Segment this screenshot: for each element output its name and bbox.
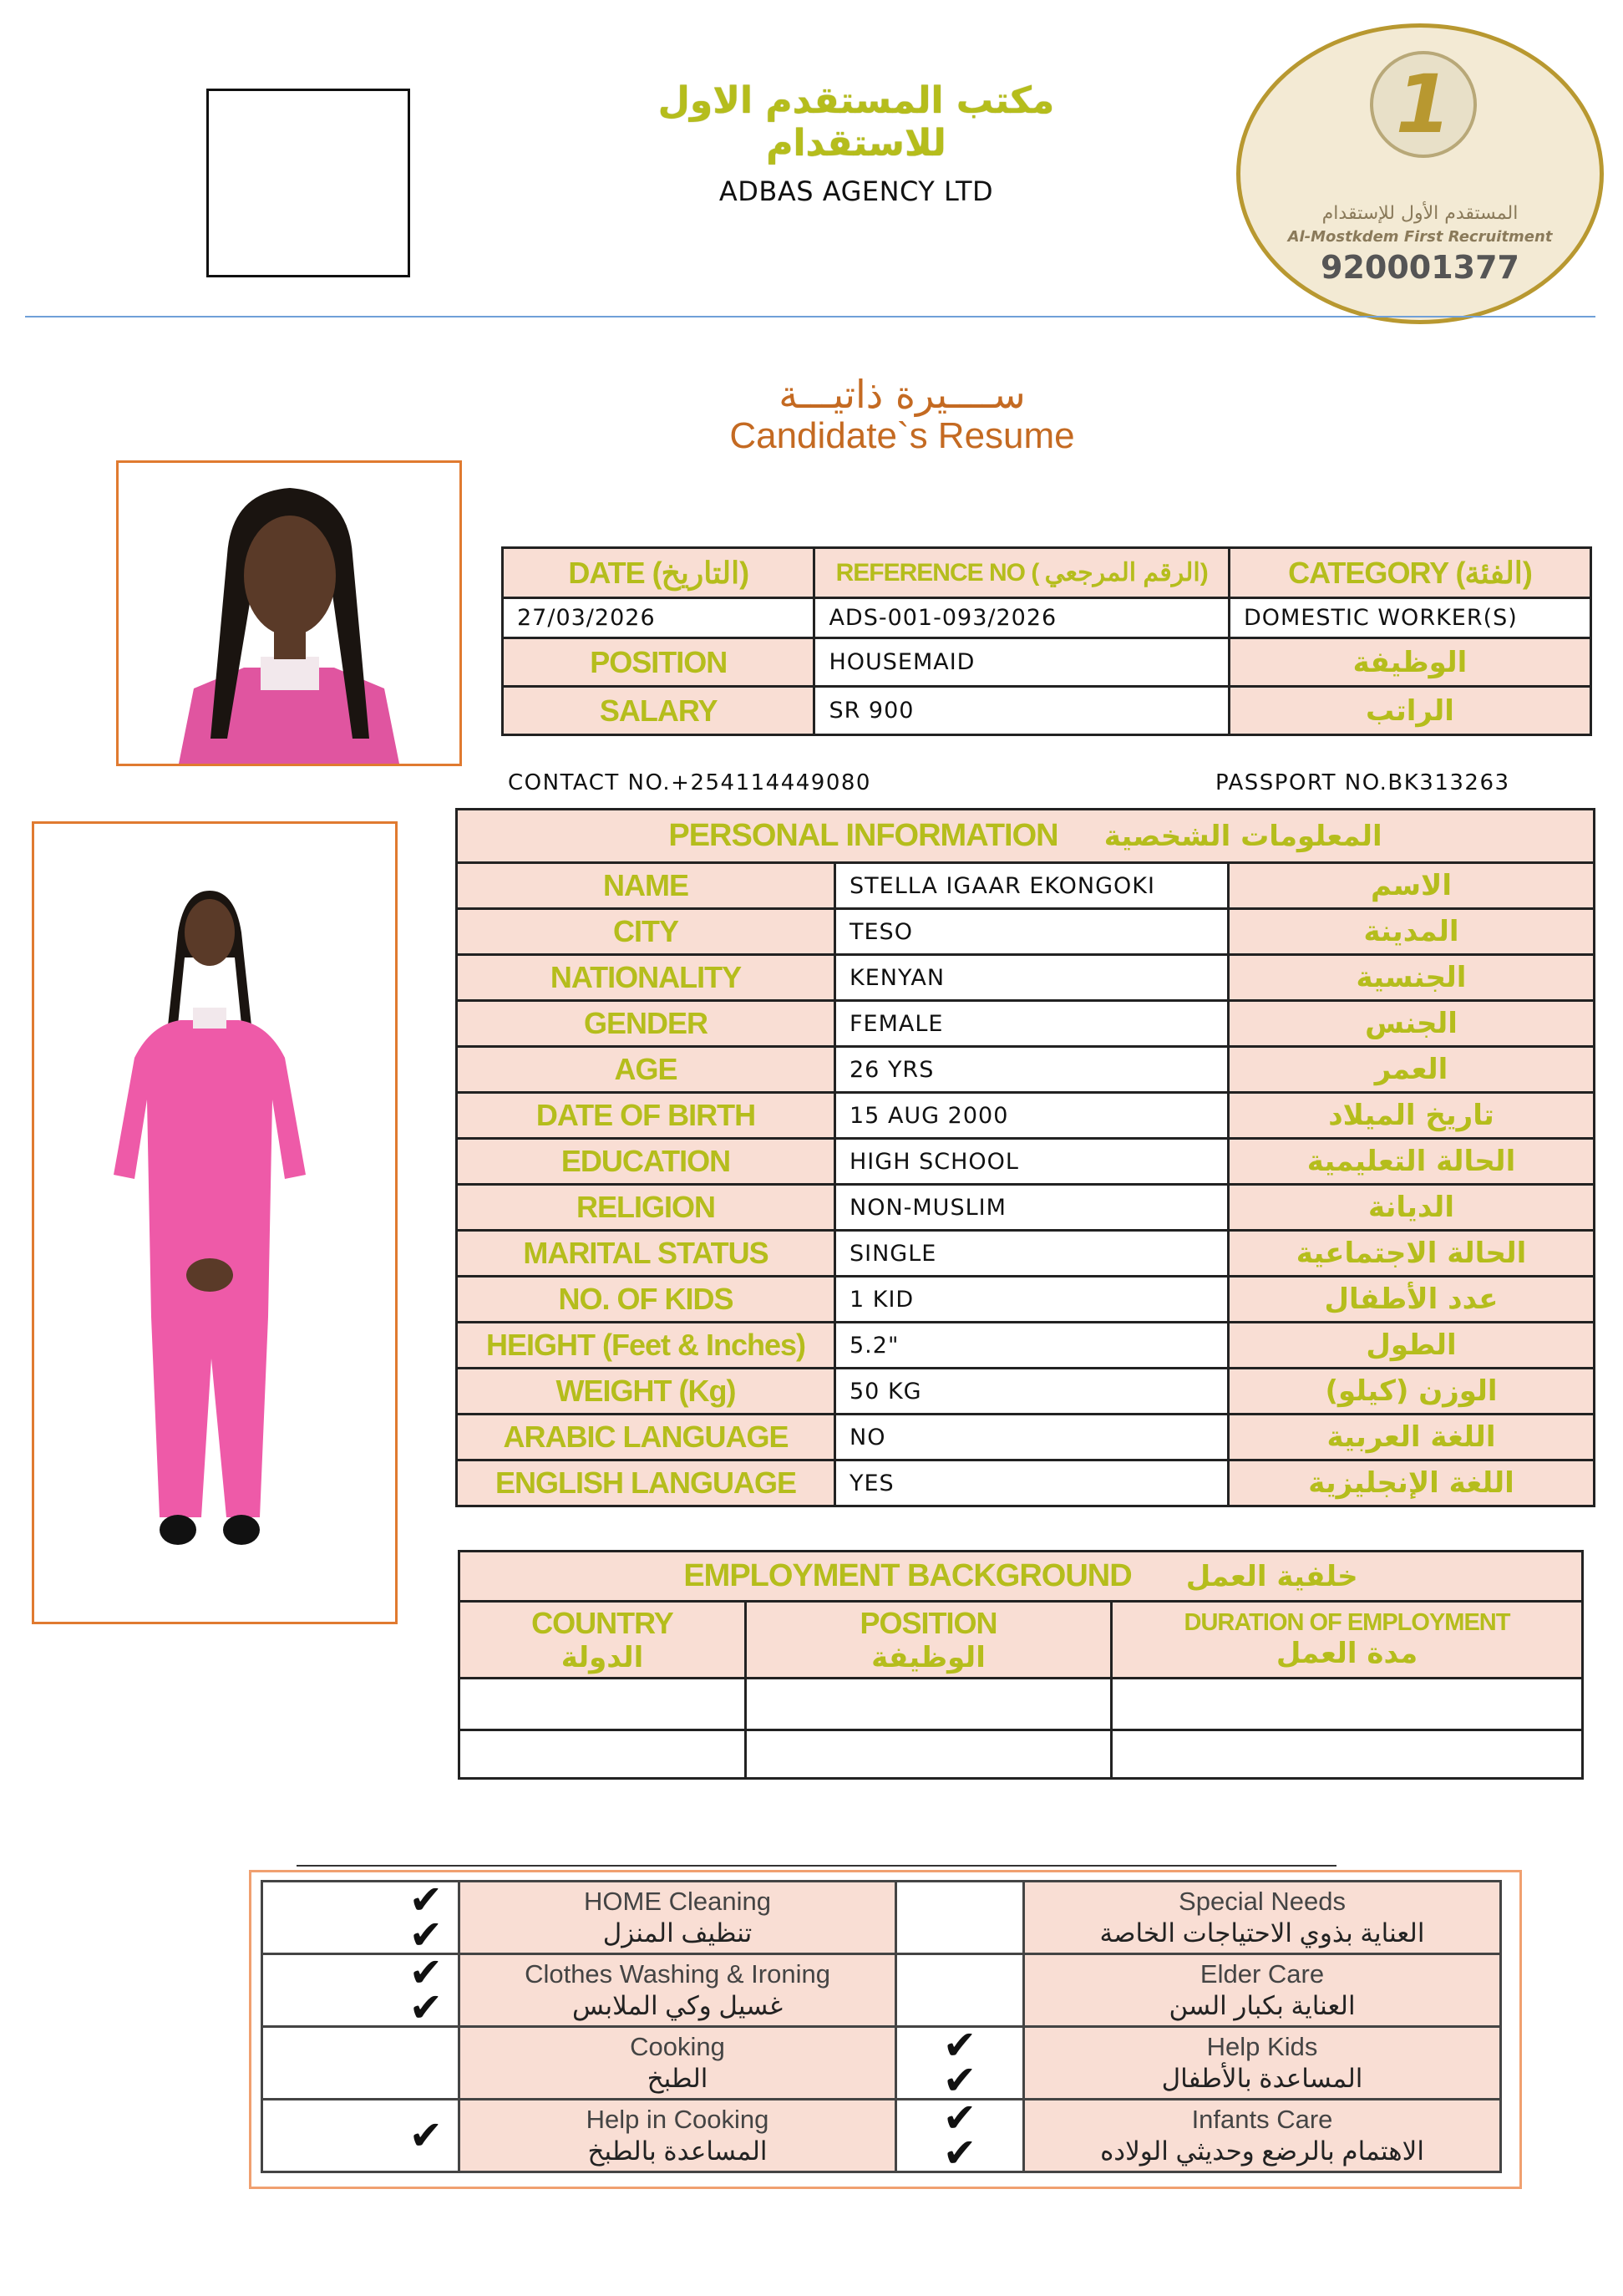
agency-logo [1236, 23, 1604, 324]
category-value: DOMESTIC WORKER(S) [1229, 598, 1590, 638]
field-label: DATE OF BIRTH [457, 1093, 835, 1139]
skill-checkmark [896, 1882, 1024, 1954]
personal-info-row [457, 1460, 1595, 1506]
skill-label [1024, 1882, 1501, 1954]
field-label: CITY [457, 909, 835, 955]
field-value: NON-MUSLIM [835, 1185, 1229, 1231]
skill-label-ar: المساعدة بالأطفال [1161, 2064, 1363, 2093]
field-label: AGE [457, 1047, 835, 1093]
field-label: MARITAL STATUS [457, 1231, 835, 1277]
skill-checkmark: ✔ ✔ [896, 2027, 1024, 2100]
employment-title-ar: خلفية العمل [1185, 1560, 1358, 1593]
skill-label-en: Help Kids [1206, 2032, 1318, 2061]
full-body-photo-frame [32, 821, 398, 1624]
contact-number: CONTACT NO.+254114449080 [508, 770, 871, 795]
empty-cell [1112, 1679, 1583, 1730]
title-ar: ســــيرة ذاتيـــة [779, 372, 1026, 417]
skill-label-ar: المساعدة بالطبخ [587, 2136, 768, 2166]
field-label-ar: الوزن (كيلو) [1229, 1369, 1595, 1415]
skill-label [1024, 2100, 1501, 2172]
passport-number: PASSPORT NO.BK313263 [1215, 770, 1510, 795]
field-value: TESO [835, 909, 1229, 955]
personal-info-table [455, 808, 1595, 1507]
col-duration: DURATION OF EMPLOYMENT [1184, 1609, 1510, 1636]
field-label: NATIONALITY [457, 955, 835, 1001]
empty-cell [1112, 1730, 1583, 1779]
personal-info-row [457, 955, 1595, 1001]
field-label-ar: عدد الأطفال [1229, 1277, 1595, 1323]
field-value: FEMALE [835, 1001, 1229, 1047]
skill-checkmark: ✔ [262, 2100, 459, 2172]
agency-name: ADBAS AGENCY LTD [718, 175, 994, 207]
field-label: ARABIC LANGUAGE [457, 1415, 835, 1460]
col-position: POSITION [860, 1605, 997, 1640]
logo-placeholder-box [206, 89, 410, 277]
skill-label-ar: الطبخ [647, 2064, 708, 2093]
header-reference: REFERENCE NO ( الرقم المرجعي) [814, 548, 1230, 598]
skill-label-en: Special Needs [1179, 1887, 1346, 1916]
col-position-ar: الوظيفة [871, 1640, 986, 1674]
col-country-ar: الدولة [560, 1640, 644, 1674]
field-label: HEIGHT (Feet & Inches) [457, 1323, 835, 1369]
salary-label: SALARY [503, 687, 814, 735]
position-label-ar: الوظيفة [1229, 638, 1590, 687]
skill-label [459, 2100, 896, 2172]
field-value: 26 YRS [835, 1047, 1229, 1093]
skill-label [1024, 1954, 1501, 2027]
personal-info-row [457, 863, 1595, 909]
field-label: NAME [457, 863, 835, 909]
skill-label-en: Infants Care [1191, 2105, 1333, 2134]
personal-info-row [457, 1231, 1595, 1277]
position-value: HOUSEMAID [814, 638, 1230, 687]
field-value: NO [835, 1415, 1229, 1460]
skill-row [262, 1882, 1501, 1954]
salary-label-ar: الراتب [1229, 687, 1590, 735]
skill-checkmark [262, 2027, 459, 2100]
field-value: 1 KID [835, 1277, 1229, 1323]
skills-table [261, 1877, 1502, 2177]
skill-label-en: HOME Cleaning [584, 1887, 771, 1916]
skill-checkmark: ✔ ✔ [262, 1954, 459, 2027]
personal-info-row [457, 1415, 1595, 1460]
portrait-photo [119, 463, 459, 764]
field-label-ar: المدينة [1229, 909, 1595, 955]
col-duration-ar: مدة العمل [1276, 1637, 1418, 1670]
field-label: EDUCATION [457, 1139, 835, 1185]
field-label: ENGLISH LANGUAGE [457, 1460, 835, 1506]
field-value: STELLA IGAAR EKONGOKI [835, 863, 1229, 909]
title-en: Candidate`s Resume [729, 415, 1075, 456]
field-label: NO. OF KIDS [457, 1277, 835, 1323]
field-label: RELIGION [457, 1185, 835, 1231]
header-divider [25, 316, 1595, 317]
skill-label-en: Cooking [630, 2032, 725, 2061]
field-value: YES [835, 1460, 1229, 1506]
field-value: KENYAN [835, 955, 1229, 1001]
full-body-photo [34, 824, 395, 1622]
field-label-ar: العمر [1229, 1047, 1595, 1093]
skill-label-ar: العناية بكبار السن [1169, 1991, 1356, 2020]
personal-info-row [457, 1323, 1595, 1369]
skill-checkmark [896, 1954, 1024, 2027]
field-label-ar: اللغة الإنجليزية [1229, 1460, 1595, 1506]
personal-info-row [457, 1001, 1595, 1047]
skill-label-ar: العناية بذوي الاحتياجات الخاصة [1099, 1918, 1425, 1948]
skill-label [1024, 2027, 1501, 2100]
field-label-ar: الجنس [1229, 1001, 1595, 1047]
empty-cell [746, 1730, 1112, 1779]
skill-label-ar: الاهتمام بالرضع وحديثي الولاده [1100, 2136, 1424, 2166]
skill-label-ar: تنظيف المنزل [602, 1918, 753, 1948]
personal-info-row [457, 1047, 1595, 1093]
office-name-ar: مكتب المستقدم الاول للاستقدام [657, 79, 1055, 165]
field-value: 5.2" [835, 1323, 1229, 1369]
portrait-photo-frame [116, 460, 462, 766]
skill-label-en: Clothes Washing & Ironing [525, 1959, 830, 1989]
employment-title: EMPLOYMENT BACKGROUND [683, 1558, 1132, 1593]
logo-name-en: Al-Mostkdem First Recruitment [1287, 228, 1553, 246]
empty-cell [459, 1679, 746, 1730]
header-category: CATEGORY (الفئة) [1229, 548, 1590, 598]
employment-table [458, 1550, 1584, 1780]
personal-info-row [457, 1139, 1595, 1185]
field-label-ar: الحالة الاجتماعية [1229, 1231, 1595, 1277]
position-label: POSITION [503, 638, 814, 687]
skill-row [262, 2027, 1501, 2100]
skill-label-en: Elder Care [1199, 1959, 1325, 1989]
salary-value: SR 900 [814, 687, 1230, 735]
field-value: 15 AUG 2000 [835, 1093, 1229, 1139]
personal-info-row [457, 1093, 1595, 1139]
skill-checkmark: ✔ ✔ [262, 1882, 459, 1954]
header-date: DATE (التاريخ) [503, 548, 814, 598]
field-label-ar: اللغة العربية [1229, 1415, 1595, 1460]
col-country: COUNTRY [531, 1605, 673, 1640]
field-label-ar: تاريخ الميلاد [1229, 1093, 1595, 1139]
logo-name-ar: المستقدم الأول للإستقدام [1321, 203, 1519, 224]
field-label-ar: الحالة التعليمية [1229, 1139, 1595, 1185]
field-label: GENDER [457, 1001, 835, 1047]
skill-label [459, 1882, 896, 1954]
empty-cell [746, 1679, 1112, 1730]
field-label-ar: الديانة [1229, 1185, 1595, 1231]
personal-info-title-ar: المعلومات الشخصية [1103, 820, 1382, 853]
logo-phone: 920001377 [1321, 249, 1519, 286]
field-label: WEIGHT (Kg) [457, 1369, 835, 1415]
skill-row [262, 2100, 1501, 2172]
skill-row [262, 1954, 1501, 2027]
skills-divider [297, 1865, 1336, 1867]
personal-info-row [457, 1369, 1595, 1415]
empty-cell [459, 1730, 746, 1779]
summary-table [501, 546, 1592, 736]
reference-value: ADS-001-093/2026 [814, 598, 1230, 638]
logo-numeral: 1 [1370, 51, 1477, 158]
field-label-ar: الجنسية [1229, 955, 1595, 1001]
skill-label [459, 1954, 896, 2027]
skill-label-en: Help in Cooking [586, 2105, 769, 2134]
personal-info-row [457, 909, 1595, 955]
field-value: SINGLE [835, 1231, 1229, 1277]
personal-info-title: PERSONAL INFORMATION [668, 818, 1058, 853]
skill-label-ar: غسيل وكي الملابس [571, 1991, 784, 2020]
date-value: 27/03/2026 [503, 598, 814, 638]
field-label-ar: الاسم [1229, 863, 1595, 909]
skill-label [459, 2027, 896, 2100]
personal-info-row [457, 1277, 1595, 1323]
field-value: 50 KG [835, 1369, 1229, 1415]
skill-checkmark: ✔ ✔ [896, 2100, 1024, 2172]
field-value: HIGH SCHOOL [835, 1139, 1229, 1185]
field-label-ar: الطول [1229, 1323, 1595, 1369]
personal-info-row [457, 1185, 1595, 1231]
